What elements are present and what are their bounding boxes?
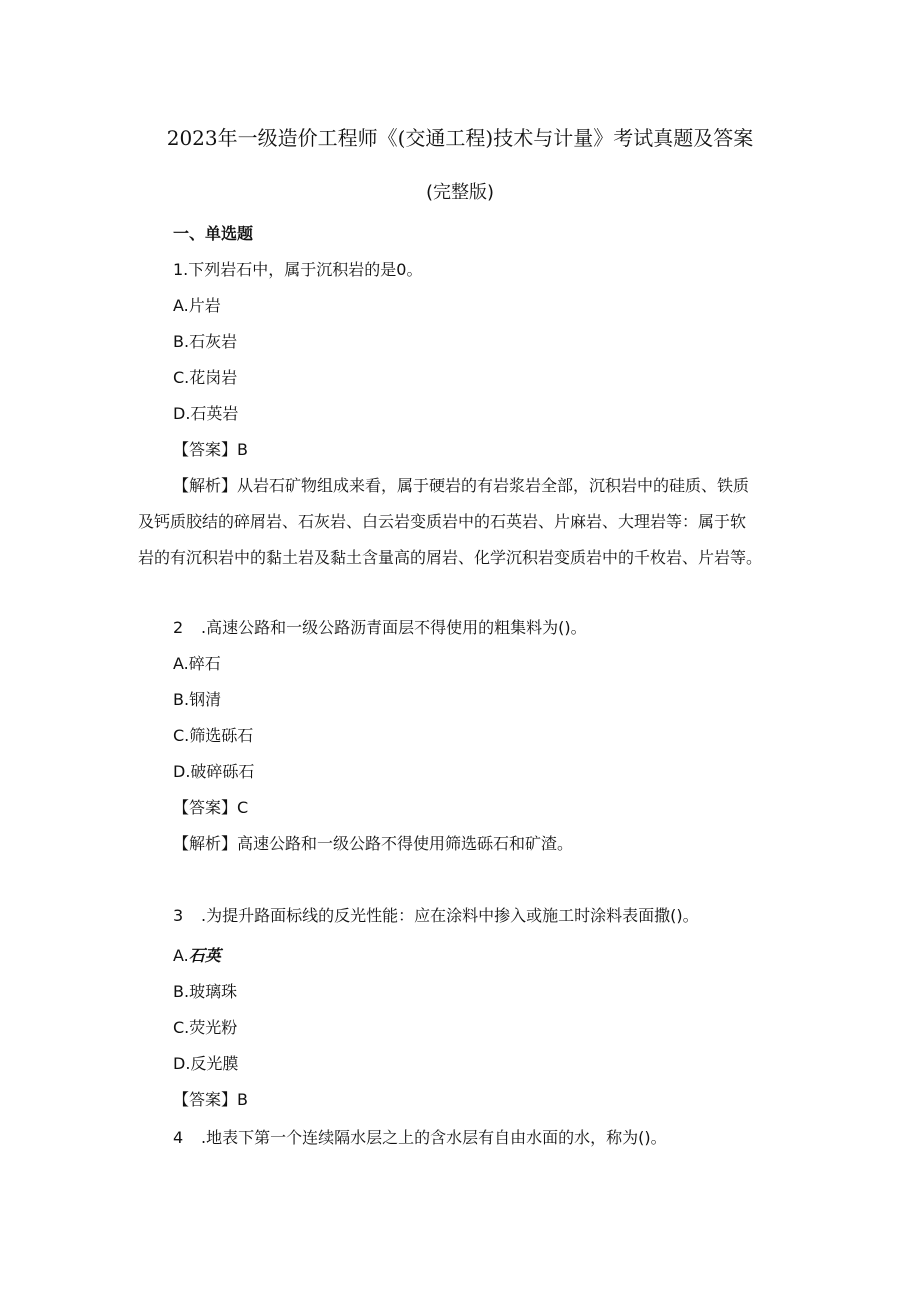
question-3-text: .为提升路面标线的反光性能：应在涂料中掺入或施工时涂料表面撒()。 (201, 906, 699, 925)
document-title: 2023年一级造价工程师《(交通工程)技术与计量》考试真题及答案 (166, 126, 754, 150)
question-4-number: 4 (173, 1128, 184, 1147)
question-4-stem (173, 1128, 667, 1148)
question-3-option-a (173, 946, 221, 966)
question-3-option-b: B.玻璃珠 (173, 982, 238, 1001)
question-2-number: 2 (173, 618, 184, 637)
question-3-option-d: D.反光膜 (173, 1054, 239, 1073)
question-1-analysis-line-1: 【解析】从岩石矿物组成来看，属于硬岩的有岩浆岩全部，沉积岩中的硅质、铁质 (173, 476, 750, 495)
question-2-option-b: B.钢清 (173, 690, 222, 709)
question-3-option-c: C.荧光粉 (173, 1018, 238, 1037)
question-1-stem: 1.下列岩石中，属于沉积岩的是0。 (173, 260, 423, 279)
question-1-answer: 【答案】B (173, 440, 248, 459)
question-2-option-a: A.碎石 (173, 654, 221, 673)
question-2-text: .高速公路和一级公路沥青面层不得使用的粗集料为()。 (201, 618, 587, 637)
question-3-number: 3 (173, 906, 184, 925)
question-2-analysis: 【解析】高速公路和一级公路不得使用筛选砾石和矿渣。 (173, 834, 574, 853)
question-3-option-a-text: 石英 (188, 946, 221, 965)
question-1-analysis-line-3: 岩的有沉积岩中的黏土岩及黏土含量高的屑岩、化学沉积岩变质岩中的千枚岩、片岩等。 (138, 548, 763, 567)
question-1-option-c: C.花岗岩 (173, 368, 238, 387)
document-subtitle: (完整版) (425, 182, 495, 203)
question-1-option-a: A.片岩 (173, 296, 221, 315)
question-2-option-c: C.筛选砾石 (173, 726, 254, 745)
question-1-option-d: D.石英岩 (173, 404, 239, 423)
question-2-stem (173, 618, 587, 638)
question-3-stem (173, 906, 699, 926)
question-1-option-b: B.石灰岩 (173, 332, 238, 351)
question-3-option-a-prefix: A. (173, 946, 189, 965)
question-2-option-d: D.破碎砾石 (173, 762, 255, 781)
section-heading: 一、单选题 (173, 224, 254, 243)
question-4-text: .地表下第一个连续隔水层之上的含水层有自由水面的水，称为()。 (201, 1128, 667, 1147)
question-2-answer: 【答案】C (173, 798, 249, 817)
question-3-answer: 【答案】B (173, 1090, 248, 1109)
question-1-analysis-line-2: 及钙质胶结的碎屑岩、石灰岩、白云岩变质岩中的石英岩、片麻岩、大理岩等：属于软 (138, 512, 747, 531)
